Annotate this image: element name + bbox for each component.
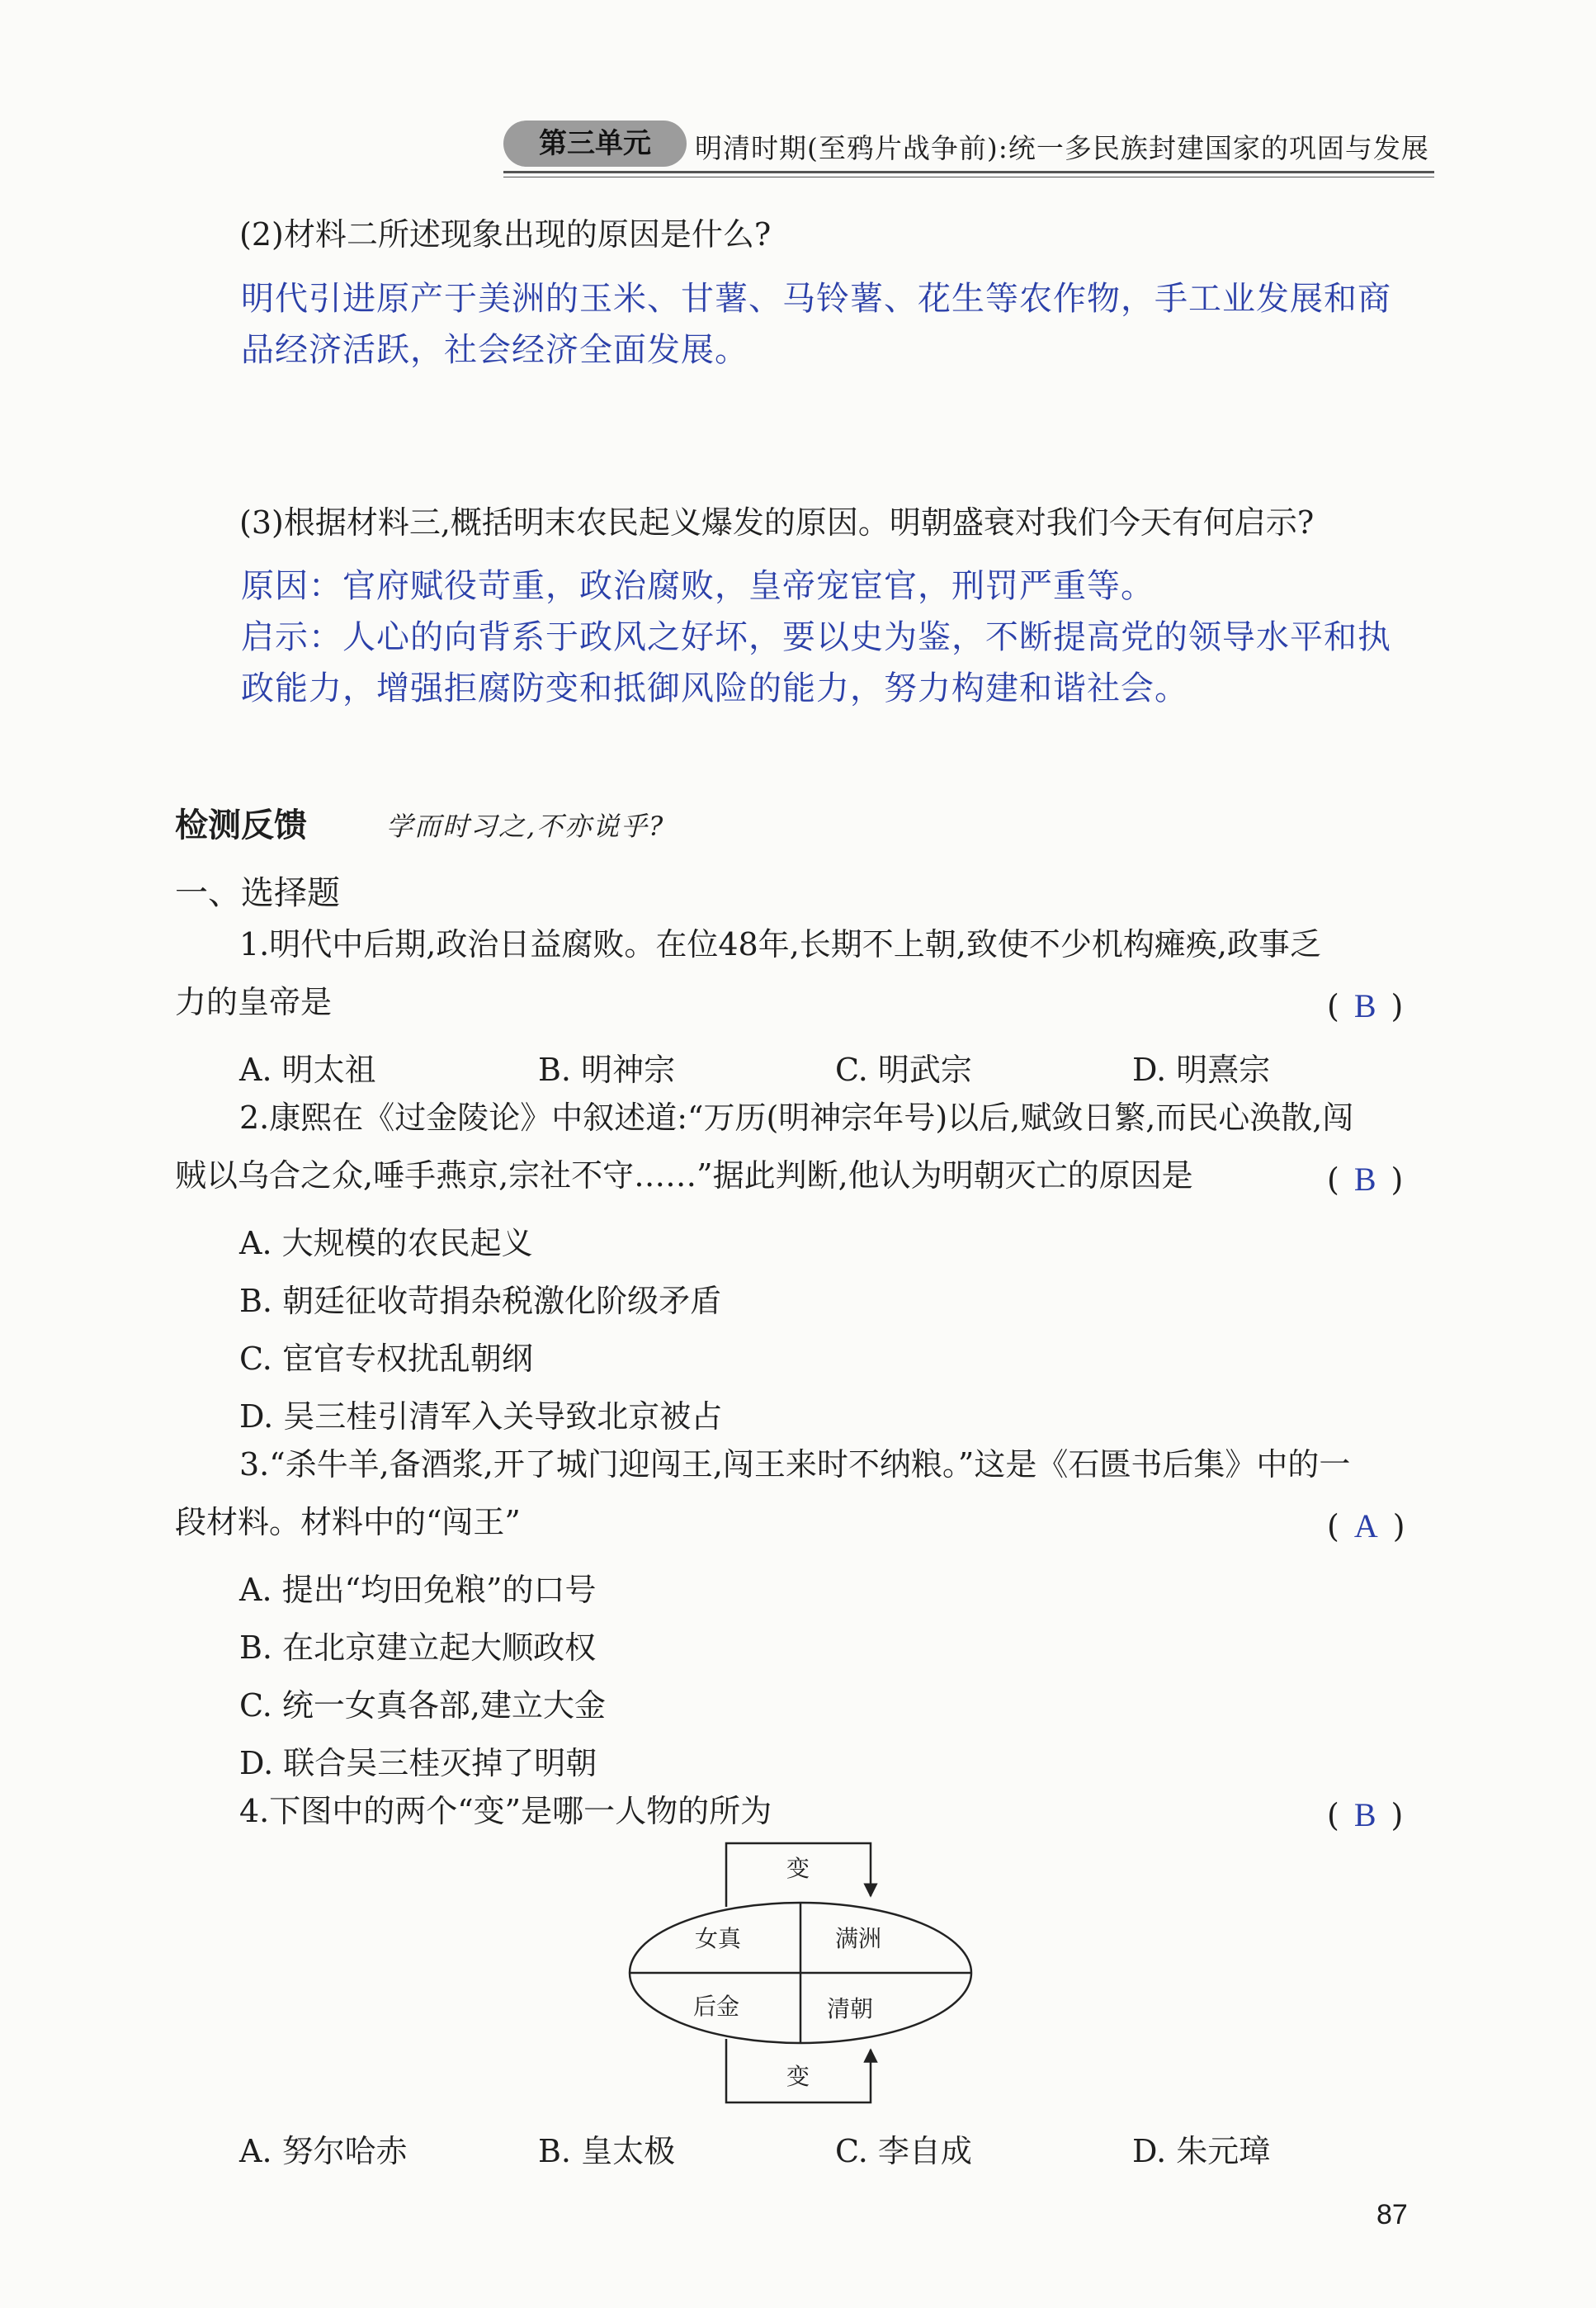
diagram-bottom-label: 变: [786, 2063, 810, 2090]
q2-mc-answer-bracket: ( B ): [1327, 1161, 1404, 1198]
q1-answer: B: [1353, 987, 1376, 1024]
diagram-top-label: 变: [786, 1855, 810, 1882]
q3-answer-line2: 启示：人心的向背系于政风之好坏，要以史为鉴，不断提高党的领导水平和执: [241, 618, 1391, 656]
unit-title: 明清时期(至鸦片战争前):统一多民族封建国家的巩固与发展: [695, 132, 1429, 164]
q4-mc-option-b: B. 皇太极: [538, 2133, 676, 2169]
q1-stem-line2: 力的皇帝是: [175, 984, 333, 1020]
q1-option-a: A. 明太祖: [239, 1052, 376, 1088]
unit-badge: 第三单元: [503, 121, 687, 167]
q2-mc-stem-line1: 2.康熙在《过金陵论》中叙述道:“万历(明神宗年号)以后,赋敛日繁,而民心涣散,闯: [239, 1100, 1354, 1136]
page-number: 87: [1376, 2199, 1408, 2230]
q3-mc-option-b: B. 在北京建立起大顺政权: [239, 1629, 597, 1666]
q2-mc-answer: B: [1353, 1161, 1376, 1198]
header-rule: [503, 171, 1434, 173]
q3-answer-line3: 政能力，增强拒腐防变和抵御风险的能力，努力构建和谐社会。: [241, 669, 1188, 707]
q1-answer-bracket: ( B ): [1327, 987, 1404, 1024]
q2-mc-option-a: A. 大规模的农民起义: [239, 1225, 533, 1261]
diagram-cell-qingchao: 清朝: [826, 1995, 874, 2022]
q4-mc-option-c: C. 李自成: [835, 2133, 972, 2169]
q3-mc-answer: A: [1353, 1507, 1378, 1544]
q2-answer-line2: 品经济活跃，社会经济全面发展。: [241, 331, 748, 369]
q2-mc-option-d: D. 吴三桂引清军入关导致北京被占: [239, 1398, 723, 1435]
q2-answer-line1: 明代引进原产于美洲的玉米、甘薯、马铃薯、花生等农作物，手工业发展和商: [241, 280, 1391, 318]
q3-mc-stem-line2: 段材料。材料中的“闯王”: [175, 1504, 521, 1540]
part-title: 一、选择题: [175, 874, 340, 912]
diagram-cell-manzhou: 满洲: [834, 1925, 882, 1952]
q1-option-c: C. 明武宗: [835, 1052, 972, 1088]
q3-mc-option-c: C. 统一女真各部,建立大金: [239, 1687, 606, 1724]
diagram-cell-houjin: 后金: [692, 1993, 740, 2020]
q2-mc-option-c: C. 宦官专权扰乱朝纲: [239, 1341, 533, 1377]
q1-option-d: D. 明熹宗: [1132, 1052, 1271, 1088]
q4-mc-option-a: A. 努尔哈赤: [239, 2133, 408, 2169]
change-diagram: [627, 1837, 974, 2109]
q3-mc-answer-bracket: ( A ): [1327, 1507, 1405, 1544]
diagram-cell-nuzhen: 女真: [694, 1925, 742, 1952]
section-subtitle: 学而时习之,不亦说乎?: [386, 811, 665, 842]
q3-question: (3)根据材料三,概括明末农民起义爆发的原因。明朝盛衰对我们今天有何启示?: [239, 504, 1315, 541]
q1-option-b: B. 明神宗: [538, 1052, 676, 1088]
q2-question: (2)材料二所述现象出现的原因是什么?: [239, 216, 772, 253]
q3-mc-stem-line1: 3.“杀牛羊,备酒浆,开了城门迎闯王,闯王来时不纳粮。”这是《石匮书后集》中的一: [239, 1446, 1351, 1483]
q4-mc-stem: 4.下图中的两个“变”是哪一人物的所为: [239, 1793, 772, 1829]
q4-mc-answer-bracket: ( B ): [1327, 1796, 1404, 1833]
q4-mc-option-d: D. 朱元璋: [1132, 2133, 1271, 2169]
q3-answer-line1: 原因：官府赋役苛重，政治腐败，皇帝宠宦官，刑罚严重等。: [241, 567, 1155, 605]
q2-mc-option-b: B. 朝廷征收苛捐杂税激化阶级矛盾: [239, 1283, 722, 1319]
q1-stem-line1: 1.明代中后期,政治日益腐败。在位48年,长期不上朝,致使不少机构瘫痪,政事乏: [239, 926, 1321, 962]
section-title: 检测反馈: [175, 806, 307, 844]
q3-mc-option-d: D. 联合吴三桂灭掉了明朝: [239, 1745, 597, 1781]
q3-mc-option-a: A. 提出“均田免粮”的口号: [239, 1572, 597, 1608]
q4-mc-answer: B: [1353, 1796, 1376, 1833]
q2-mc-stem-line2: 贼以乌合之众,唾手燕京,宗社不守……”据此判断,他认为明朝灭亡的原因是: [175, 1157, 1193, 1194]
